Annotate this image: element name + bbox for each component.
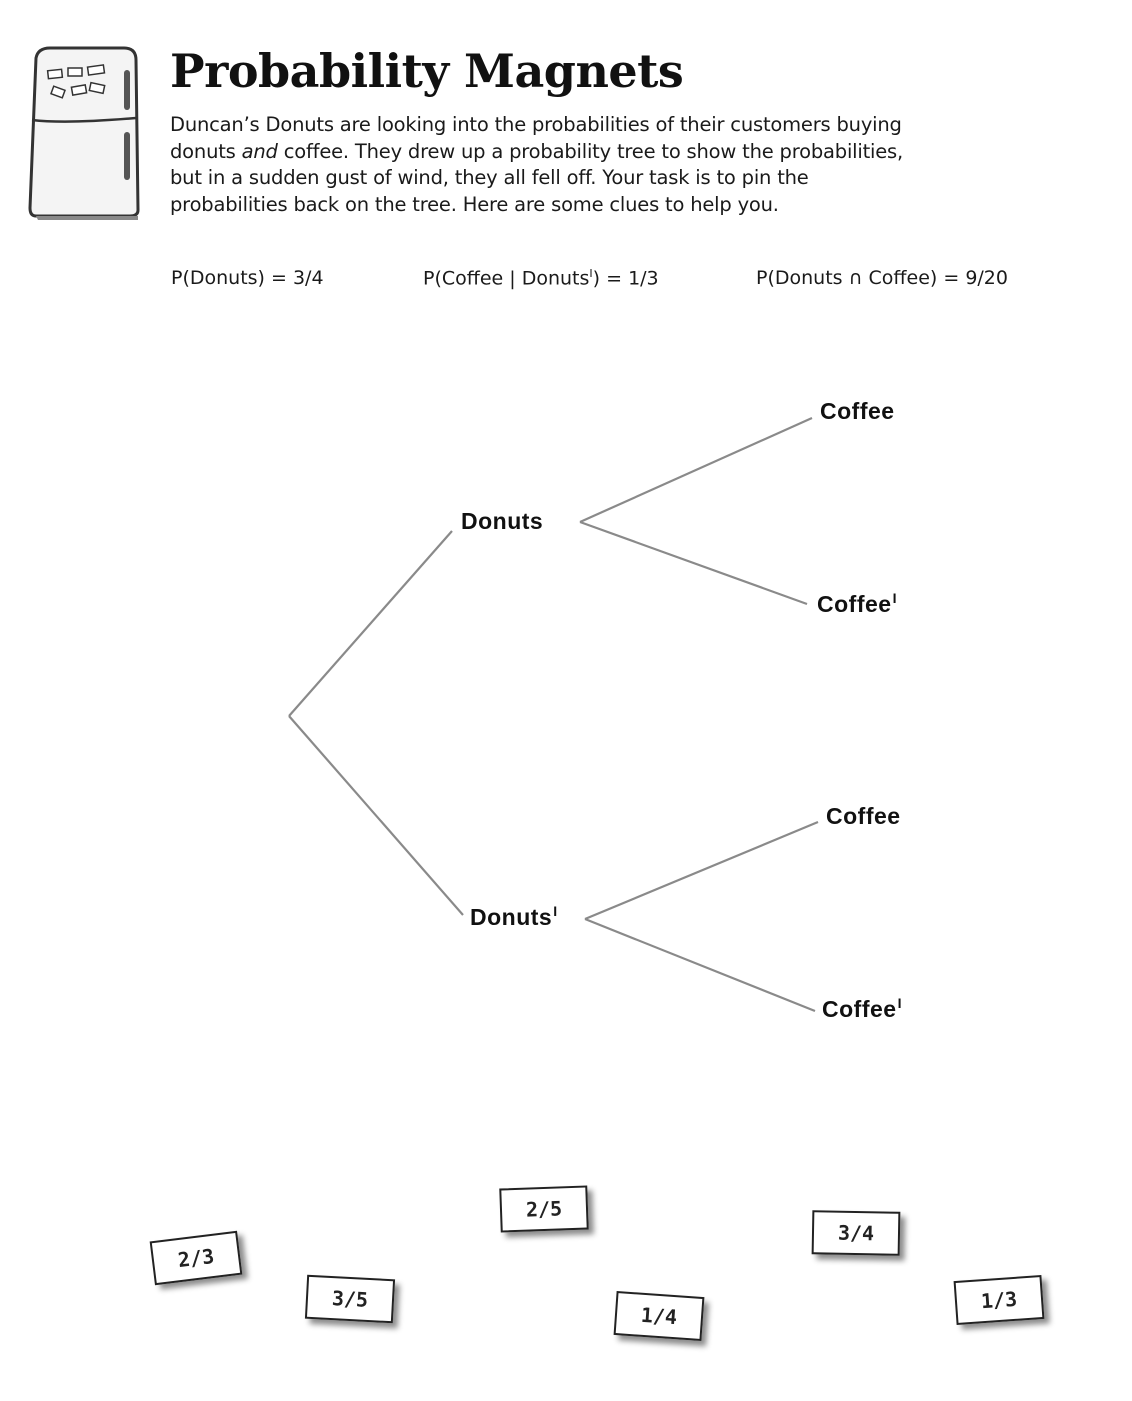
prime-mark: I: [897, 995, 902, 1011]
magnet-1-4[interactable]: 1/4: [614, 1291, 705, 1341]
magnet-2-5[interactable]: 2/5: [499, 1185, 588, 1232]
node-coffee-not-bottom: [822, 996, 902, 1023]
node-coffee-not-top-label: Coffee: [817, 591, 892, 617]
intro-text-1: Duncan’s Donuts are looking into the probabilities of their customers buying donuts: [170, 113, 902, 163]
node-donuts: Donuts: [461, 508, 544, 534]
clue2-suffix: ) = 1/3: [592, 267, 659, 290]
clue-p-donuts: P(Donuts) = 3/4: [171, 267, 324, 289]
magnet-3-4[interactable]: 3/4: [812, 1210, 901, 1256]
clue2-prefix: P(Coffee | Donuts: [423, 267, 590, 290]
intro-text-2: coffee. They drew up a probability tree to show the probabilities, but in a sudden gust of wind, they all fell off. Your task is to pin the probabilities back on the tree. Here are some clues to help you.: [170, 139, 904, 216]
clue-p-donuts-and-coffee: P(Donuts ∩ Coffee) = 9/20: [756, 267, 1008, 289]
page-title: Probability Magnets: [170, 44, 684, 98]
node-donuts-not-label: Donuts: [470, 904, 553, 930]
branch-root-donuts: [289, 531, 452, 716]
branch-donuts-coffee: [580, 418, 812, 522]
node-coffee-not-top: [817, 591, 897, 618]
branch-donuts-not-coffee-not: [585, 919, 815, 1011]
branch-root-donuts-not: [289, 716, 463, 915]
branch-donuts-not-coffee: [585, 822, 818, 919]
node-coffee-top: Coffee: [820, 398, 895, 424]
magnet-1-3[interactable]: 1/3: [954, 1275, 1045, 1325]
node-donuts-not: [470, 904, 558, 931]
intro-emphasis: and: [241, 139, 278, 163]
prime-mark: I: [892, 590, 897, 606]
clue2-prime: I: [589, 267, 593, 280]
prime-mark: I: [553, 903, 558, 919]
magnet-3-5[interactable]: 3/5: [305, 1275, 395, 1324]
branch-donuts-coffee-not: [580, 522, 807, 604]
magnet-2-3[interactable]: 2/3: [150, 1231, 243, 1285]
node-coffee-not-bottom-label: Coffee: [822, 996, 897, 1022]
node-coffee-bottom: Coffee: [826, 803, 901, 829]
